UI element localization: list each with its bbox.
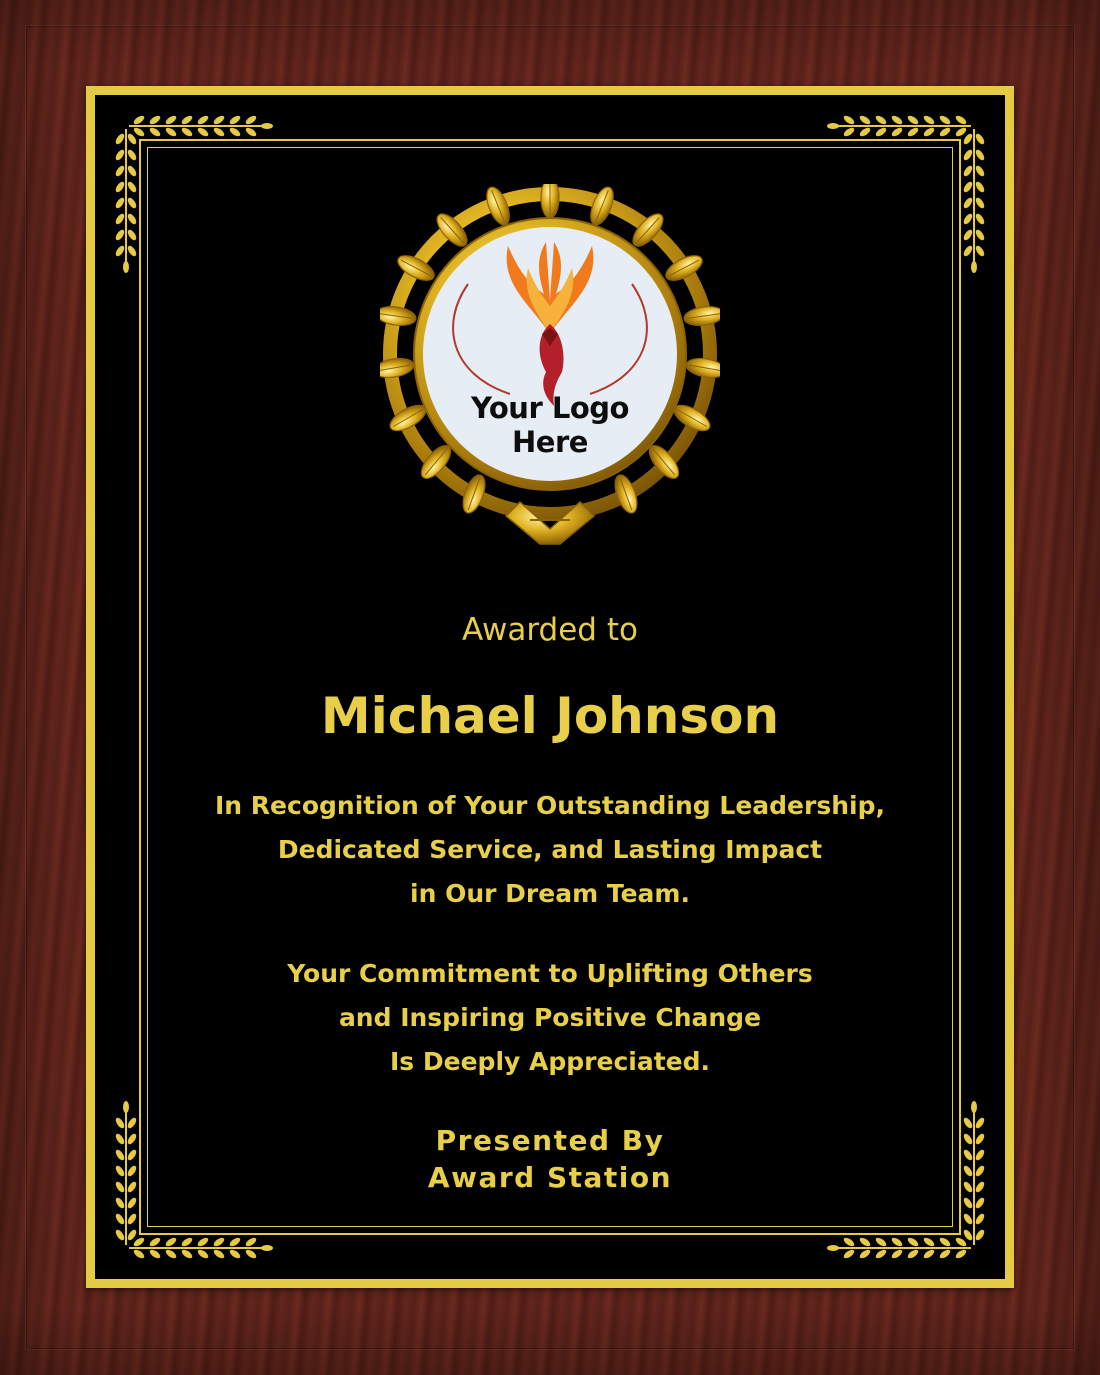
recognition-line: In Recognition of Your Outstanding Leadership, [215, 791, 885, 820]
commitment-line: and Inspiring Positive Change [338, 1003, 762, 1032]
laurel-top-right-horizontal-icon [825, 111, 975, 141]
commitment-text [86, 952, 1014, 1084]
laurel-bottom-right-horizontal-icon [825, 1233, 975, 1263]
laurel-top-left-horizontal-icon [125, 111, 275, 141]
logo-medallion [380, 184, 720, 549]
logo-placeholder-line2: Here [512, 425, 588, 459]
wreath-medal-icon [380, 184, 720, 549]
recognition-line: in Our Dream Team. [410, 879, 690, 908]
laurel-top-right-vertical-icon [959, 125, 989, 275]
recipient-name: Michael Johnson [320, 687, 780, 745]
recognition-line: Dedicated Service, and Lasting Impact [277, 835, 823, 864]
logo-placeholder-line1: Your Logo [471, 391, 629, 425]
commitment-line: Your Commitment to Uplifting Others [287, 959, 813, 988]
awarded-to-label: Awarded to [462, 612, 638, 648]
laurel-top-left-vertical-icon [111, 125, 141, 275]
presented-by-block [86, 1122, 1014, 1196]
presenter-name: Award Station [427, 1161, 673, 1194]
presented-by-label: Presented By [435, 1124, 665, 1157]
commitment-line: Is Deeply Appreciated. [390, 1047, 710, 1076]
recognition-text [86, 784, 1014, 916]
laurel-bottom-left-horizontal-icon [125, 1233, 275, 1263]
